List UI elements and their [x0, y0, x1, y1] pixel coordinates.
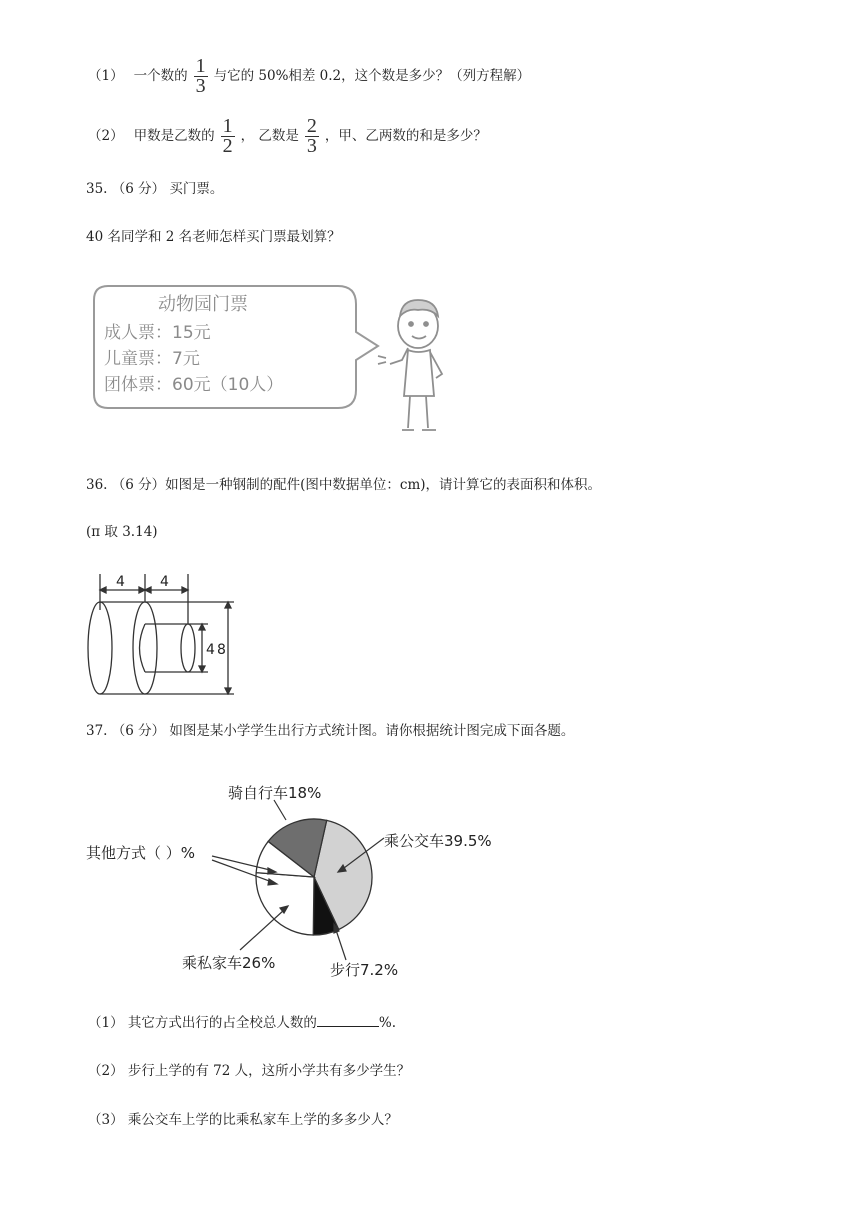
- part-number: （1）: [88, 68, 124, 84]
- label-bus: 乘公交车39.5%: [384, 832, 492, 850]
- ticket-heading: 动物园门票: [158, 294, 248, 315]
- answer-blank: [317, 1012, 379, 1027]
- slice-private-car: [256, 873, 314, 935]
- label-walk: 步行7.2%: [330, 961, 399, 979]
- q34-p2-text-a: 甲数是乙数的: [133, 128, 215, 144]
- steel-part-figure: [84, 570, 244, 695]
- fraction-one-third: $\frac{1}{3}$: [195, 55, 206, 97]
- q34-p2-text-c: ，甲、乙两数的和是多少？: [324, 128, 487, 144]
- q34-p1-text-b: 与它的 50%相差 0.2，这个数是多少？（列方程解）: [213, 68, 531, 84]
- q34-p2-text-b: ， 乙数是: [240, 128, 299, 144]
- q35-text: 40 名同学和 2 名老师怎样买门票最划算？: [86, 229, 341, 245]
- dim-small-diameter: 4: [206, 642, 215, 658]
- part-number: （2）: [88, 128, 124, 144]
- ticket-child-price: 儿童票：7元: [104, 349, 200, 369]
- label-other: 其他方式（ ）%: [86, 844, 196, 862]
- q37-title: 37. （6 分） 如图是某小学学生出行方式统计图。请你根据统计图完成下面各题。: [86, 723, 575, 739]
- q37-part2: （2） 步行上学的有 72 人，这所小学共有多少学生？: [88, 1063, 411, 1079]
- dim-length-2: 4: [160, 574, 169, 590]
- q36-pi-note: (π 取 3.14): [86, 524, 158, 540]
- travel-mode-pie-chart: [80, 770, 520, 985]
- q37-part1: [88, 1012, 396, 1033]
- label-private-car: 乘私家车26%: [182, 954, 276, 972]
- dim-large-diameter: 8: [217, 642, 226, 658]
- ticket-adult-price: 成人票：15元: [104, 323, 211, 343]
- q34-part2: [88, 115, 487, 157]
- q34-p1-text-a: 一个数的: [133, 68, 188, 84]
- fraction-one-half: $\frac{1}{2}$: [222, 115, 233, 157]
- q34-part1: [88, 55, 531, 97]
- q37-p1-unit: %.: [378, 1015, 397, 1031]
- leader-car: [240, 910, 284, 950]
- dim-length-1: 4: [116, 574, 125, 590]
- ticket-illustration: [90, 278, 460, 438]
- ticket-group-price: 团体票：60元（10人）: [104, 375, 284, 395]
- cartoon-man-icon: [378, 300, 442, 430]
- leader-bike: [274, 800, 286, 820]
- leader-walk: [336, 930, 346, 960]
- q37-p1-text: （1） 其它方式出行的占全校总人数的: [88, 1015, 317, 1031]
- q37-part3: （3） 乘公交车上学的比乘私家车上学的多多少人？: [88, 1112, 398, 1128]
- q36-title: 36. （6 分）如图是一种钢制的配件(图中数据单位：cm)，请计算它的表面积和体积。: [86, 477, 602, 493]
- label-bike: 骑自行车18%: [228, 784, 322, 802]
- fraction-two-thirds: $\frac{2}{3}$: [306, 115, 317, 157]
- q35-title: 35. （6 分） 买门票。: [86, 181, 224, 197]
